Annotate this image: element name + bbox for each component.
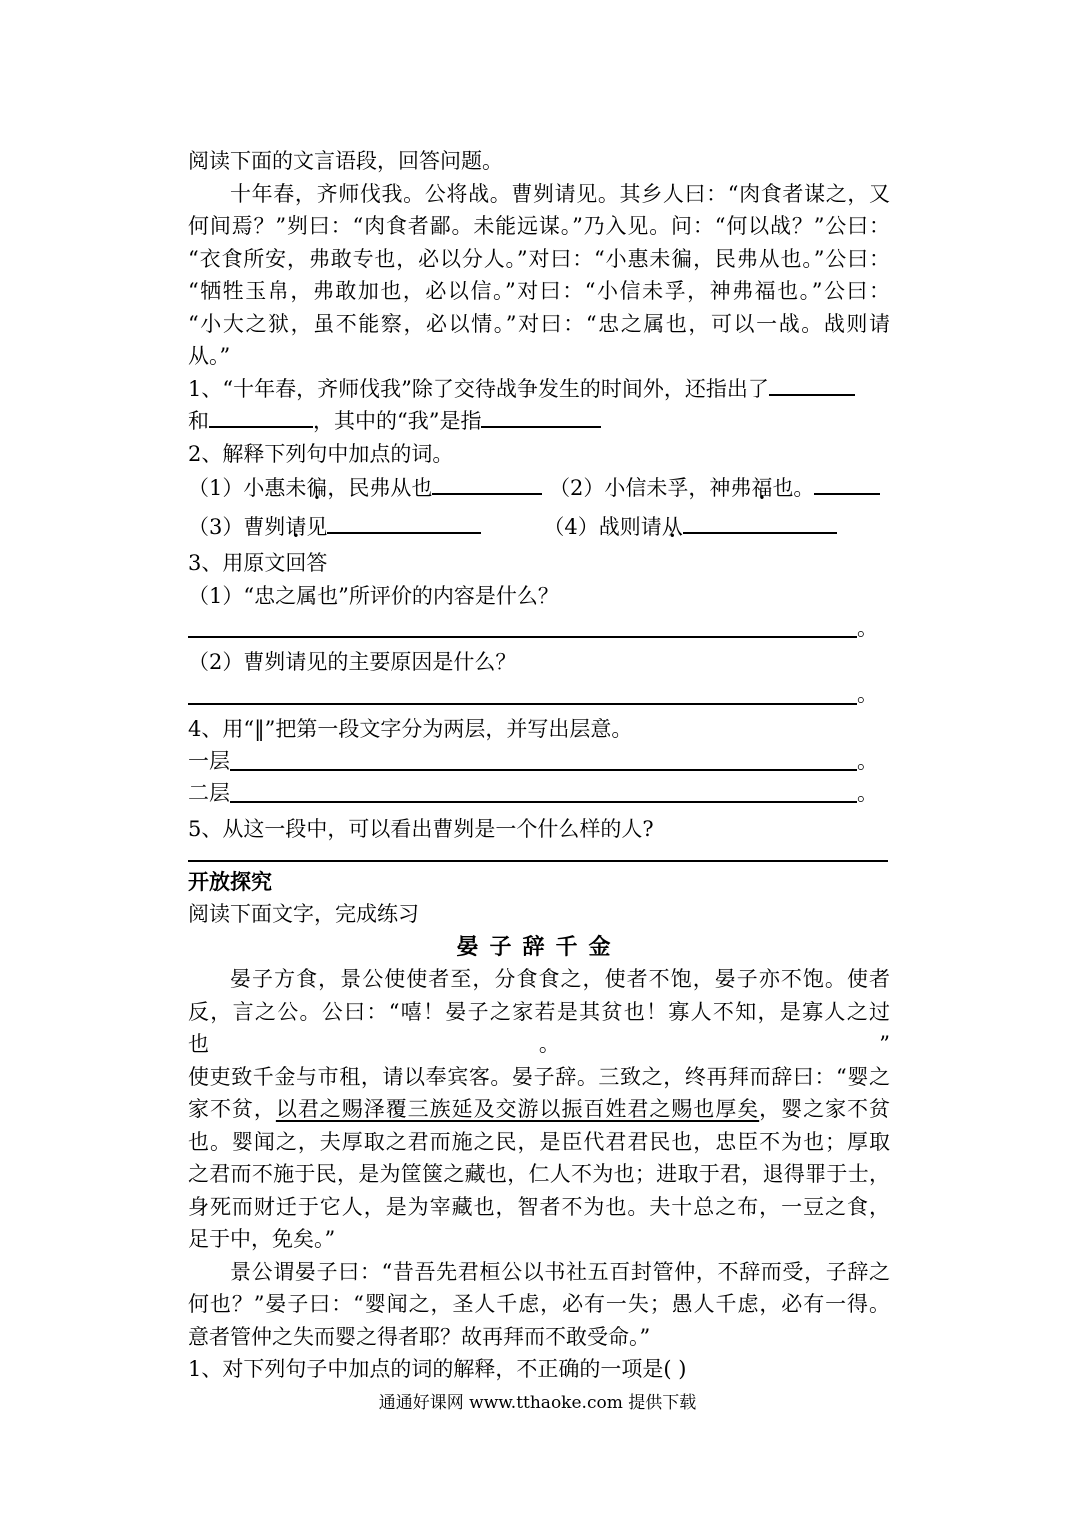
worksheet-page bbox=[188, 145, 890, 1386]
question-1-line-a bbox=[188, 373, 890, 406]
passage-text: 家不贫， bbox=[188, 1097, 276, 1121]
answer-line[interactable] bbox=[188, 612, 878, 644]
answer-underline[interactable] bbox=[188, 612, 857, 638]
question-3: 3、用原文回答 bbox=[188, 551, 328, 575]
question-4: 4、用“‖”把第一段文字分为两层，并写出层意。 bbox=[188, 716, 633, 741]
passage-yanzi bbox=[188, 963, 890, 1353]
answer-blank[interactable] bbox=[814, 473, 880, 495]
q2-3-text: （3）曹刿 bbox=[188, 514, 286, 539]
question-5: 5、从这一段中，可以看出曹刿是一个什么样的人? bbox=[188, 817, 654, 841]
period: 。 bbox=[857, 682, 878, 706]
underlined-sentence: 以君之赐泽覆三族延及交游以振百姓君之赐也厚矣 bbox=[275, 1097, 760, 1121]
passage-line bbox=[188, 1093, 890, 1126]
q2-3-text-end: 见 bbox=[306, 514, 328, 539]
dotted-word: 从 bbox=[661, 514, 683, 539]
answer-blank[interactable] bbox=[683, 512, 837, 534]
answer-blank[interactable] bbox=[769, 374, 855, 396]
question-2: 2、解释下列句中加点的词。 bbox=[188, 441, 454, 466]
section2-question-1: 1、对下列句子中加点的词的解释，不正确的一项是( ) bbox=[188, 1357, 687, 1381]
q2-4-text: （4）战则请 bbox=[543, 514, 662, 539]
q2-1-text: （1）小惠未 bbox=[188, 476, 307, 500]
question-1-wo: ，其中的“我”是指 bbox=[313, 409, 482, 433]
passage-line: “衣食所安，弗敢专也，必以分人。”对曰：“小惠未徧，民弗从也。”公曰： bbox=[188, 246, 890, 271]
page-footer: 通通好课网 www.tthaoke.com 提供下载 bbox=[378, 1393, 697, 1413]
period: 。 bbox=[857, 748, 878, 773]
question-1-text: 1、“十年春，齐师伐我”除了交待战争发生的时间外，还指出了 bbox=[188, 376, 769, 401]
passage-line: 何间焉？”刿曰：“肉食者鄙。未能远谋。”乃入见。问：“何以战？”公曰： bbox=[188, 214, 890, 238]
layer-2-line[interactable] bbox=[188, 777, 878, 809]
passage-line: 十年春，齐师伐我。公将战。曹刿请见。其乡人曰：“肉食者谋之，又 bbox=[230, 181, 890, 206]
section-heading: 开放探究 bbox=[188, 869, 272, 894]
dotted-word: 福 bbox=[751, 476, 773, 500]
question-2-row-1 bbox=[188, 472, 890, 505]
q2-2-text-end: 也。 bbox=[772, 476, 815, 500]
answer-line[interactable] bbox=[188, 679, 878, 711]
dotted-word: 请 bbox=[285, 514, 307, 539]
answer-blank[interactable] bbox=[432, 473, 542, 495]
passage-line: 景公谓晏子曰：“昔吾先君桓公以书社五百封管仲，不辞而受，子辞之 bbox=[230, 1259, 890, 1284]
answer-underline[interactable] bbox=[188, 846, 888, 862]
question-1-and: 和 bbox=[188, 409, 209, 433]
q2-2-text: （2）小信未孚，神弗 bbox=[549, 476, 752, 500]
answer-blank[interactable] bbox=[481, 406, 601, 428]
question-2-row-2 bbox=[188, 511, 890, 544]
passage-line: 意者管仲之失而婴之得者耶？故再拜而不敢受命。” bbox=[188, 1324, 651, 1349]
passage-line: 从。” bbox=[188, 344, 231, 368]
passage-line: 足于中，免矣。” bbox=[188, 1227, 336, 1251]
passage-line: 身死而财迁于它人，是为宰藏也，智者不为也。夫十总之布，一豆之食， bbox=[188, 1194, 890, 1219]
passage-line: 之君而不施于民，是为筐箧之藏也，仁人不为也；进取于君，退得罪于士， bbox=[188, 1162, 890, 1186]
q2-1-text-end: ，民弗从也 bbox=[327, 476, 433, 500]
period: 。 bbox=[857, 615, 878, 640]
passage-caogui bbox=[188, 178, 890, 373]
passage-line: “小大之狱，虽不能察，必以情。”对曰：“忠之属也，可以一战。战则请 bbox=[188, 311, 890, 336]
question-1-line-b bbox=[188, 405, 890, 438]
layer-1-label: 一层 bbox=[188, 748, 230, 773]
passage-line: 晏子方食，景公使使者至，分食食之，使者不饱，晏子亦不饱。使者 bbox=[230, 967, 890, 991]
passage-text: ，婴之家不贫 bbox=[759, 1097, 891, 1121]
layer-1-line[interactable] bbox=[188, 745, 878, 777]
question-3-2: （2）曹刿请见的主要原因是什么？ bbox=[188, 650, 517, 674]
layer-2-label: 二层 bbox=[188, 780, 230, 805]
section2-intro: 阅读下面文字，完成练习 bbox=[188, 902, 419, 926]
period: 。 bbox=[857, 780, 878, 805]
passage-line: 何也？”晏子曰：“婴闻之，圣人千虑，必有一失；愚人千虑，必有一得。 bbox=[188, 1292, 890, 1316]
answer-blank[interactable] bbox=[209, 406, 313, 428]
answer-underline[interactable] bbox=[188, 679, 857, 705]
passage-line: 也。婴闻之，夫厚取之君而施之民，是臣代君君民也，忠臣不为也；厚取 bbox=[188, 1129, 890, 1154]
answer-blank[interactable] bbox=[327, 512, 481, 534]
passage-line: 使吏致千金与市租，请以奉宾客。晏子辞。三致之，终再拜而辞曰：“婴之 bbox=[188, 1064, 890, 1089]
section1-intro: 阅读下面的文言语段，回答问题。 bbox=[188, 149, 503, 173]
passage-line: “牺牲玉帛，弗敢加也，必以信。”对曰：“小信未孚，神弗福也。”公曰： bbox=[188, 279, 890, 303]
question-3-1: （1）“忠之属也”所评价的内容是什么？ bbox=[188, 583, 559, 608]
passage-title: 晏子辞千金 bbox=[456, 933, 622, 960]
answer-underline[interactable] bbox=[230, 777, 857, 803]
dotted-word: 徧 bbox=[306, 476, 328, 500]
passage-line: 反，言之公。公曰：“嘻！晏子之家若是其贫也！寡人不知，是寡人之过也。” bbox=[188, 999, 890, 1056]
answer-underline[interactable] bbox=[230, 745, 857, 771]
